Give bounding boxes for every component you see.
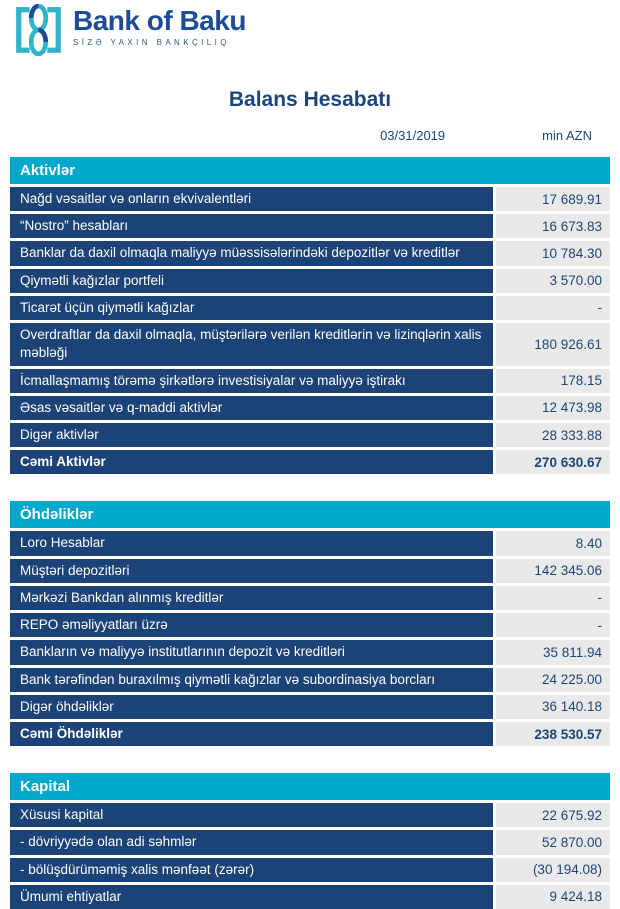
row-label: İcmallaşmamış törəmə şirkətlərə investisiyalar və maliyyə iştirakı [10,369,493,393]
report-meta [0,128,620,143]
section-rows [10,531,610,746]
row-label: - bölüşdürüməmiş xalis mənfəət (zərər) [10,858,493,882]
bank-logo [0,0,620,66]
table-row [10,214,610,238]
report-date: 03/31/2019 [380,128,446,143]
row-label: Mərkəzi Bankdan alınmış kreditlər [10,586,493,610]
row-label: Müştəri depozitləri [10,559,493,583]
table-row [10,803,610,827]
row-label: REPO əməliyyatları üzrə [10,613,493,637]
table-row [10,423,610,447]
row-label: Digər öhdəliklər [10,695,493,719]
row-value: 180 926.61 [496,323,610,365]
balance-section [10,773,610,909]
section-header [10,773,610,800]
row-value: 35 811.94 [496,640,610,664]
section-title: Aktivlər [20,162,76,179]
row-label: Loro Hesablar [10,531,493,555]
row-value: 10 784.30 [496,241,610,265]
row-value: 16 673.83 [496,214,610,238]
table-row [10,296,610,320]
row-label: Banklar da daxil olmaqla maliyyə müəssisələrindəki depozitlər və kreditlər [10,241,493,265]
table-row [10,559,610,583]
table-row [10,241,610,265]
section-rows [10,803,610,909]
row-label: Əsas vəsaitlər və q-maddi aktivlər [10,396,493,420]
row-label: Ticarət üçün qiymətli kağızlar [10,296,493,320]
row-label: Cəmi Aktivlər [10,450,493,474]
row-label: Ümumi ehtiyatlar [10,885,493,909]
table-row [10,695,610,719]
row-value: 17 689.91 [496,187,610,211]
row-label: Xüsusi kapital [10,803,493,827]
row-label: Nağd vəsaitlər və onların ekvivalentləri [10,187,493,211]
row-value: 178.15 [496,369,610,393]
row-label: Bank tərəfindən buraxılmış qiymətli kağızlar və subordinasiya borcları [10,668,493,692]
bank-name: Bank of Baku [73,5,246,36]
row-value: (30 194.08) [496,858,610,882]
row-label: “Nostro” hesabları [10,214,493,238]
row-value: 270 630.67 [496,450,610,474]
logo-text [73,4,246,47]
section-title: Kapital [20,778,71,796]
table-row [10,858,610,882]
row-label: Bankların və maliyyə institutlarının depozit və kreditləri [10,640,493,664]
table-row [10,613,610,637]
chain-link-square-icon [14,4,64,63]
row-value: - [496,613,610,637]
row-label: Cəmi Öhdəliklər [10,722,493,746]
row-label: Overdraftlar da daxil olmaqla, müştərilərə verilən kreditlərin və lizinqlərin xalis məbləği [10,323,493,365]
section-header [10,157,610,184]
balance-section [10,157,610,474]
row-value: 238 530.57 [496,722,610,746]
table-row [10,722,610,746]
table-row [10,450,610,474]
report-unit: min AZN [542,128,592,143]
balance-sections [10,157,610,909]
row-label: - dövriyyədə olan adi səhmlər [10,830,493,854]
row-value: - [496,586,610,610]
balance-section [10,501,610,746]
table-row [10,668,610,692]
row-value: 22 675.92 [496,803,610,827]
row-value: 52 870.00 [496,830,610,854]
section-header [10,501,610,528]
table-row [10,531,610,555]
row-value: - [496,296,610,320]
row-value: 8.40 [496,531,610,555]
table-row [10,885,610,909]
table-row [10,640,610,664]
page-title: Balans Hesabatı [228,88,392,111]
bank-tagline: SİZƏ YAXIN BANKÇILIQ [73,38,230,48]
table-row [10,269,610,293]
table-row [10,586,610,610]
section-title: Öhdəliklər [20,506,94,524]
row-value: 36 140.18 [496,695,610,719]
table-row [10,323,610,365]
row-value: 24 225.00 [496,668,610,692]
row-value: 3 570.00 [496,269,610,293]
table-row [10,187,610,211]
row-value: 142 345.06 [496,559,610,583]
section-rows [10,187,610,474]
row-value: 28 333.88 [496,423,610,447]
row-label: Digər aktivlər [10,423,493,447]
row-value: 12 473.98 [496,396,610,420]
table-row [10,830,610,854]
table-row [10,369,610,393]
row-label: Qiymətli kağızlar portfeli [10,269,493,293]
table-row [10,396,610,420]
row-value: 9 424.18 [496,885,610,909]
